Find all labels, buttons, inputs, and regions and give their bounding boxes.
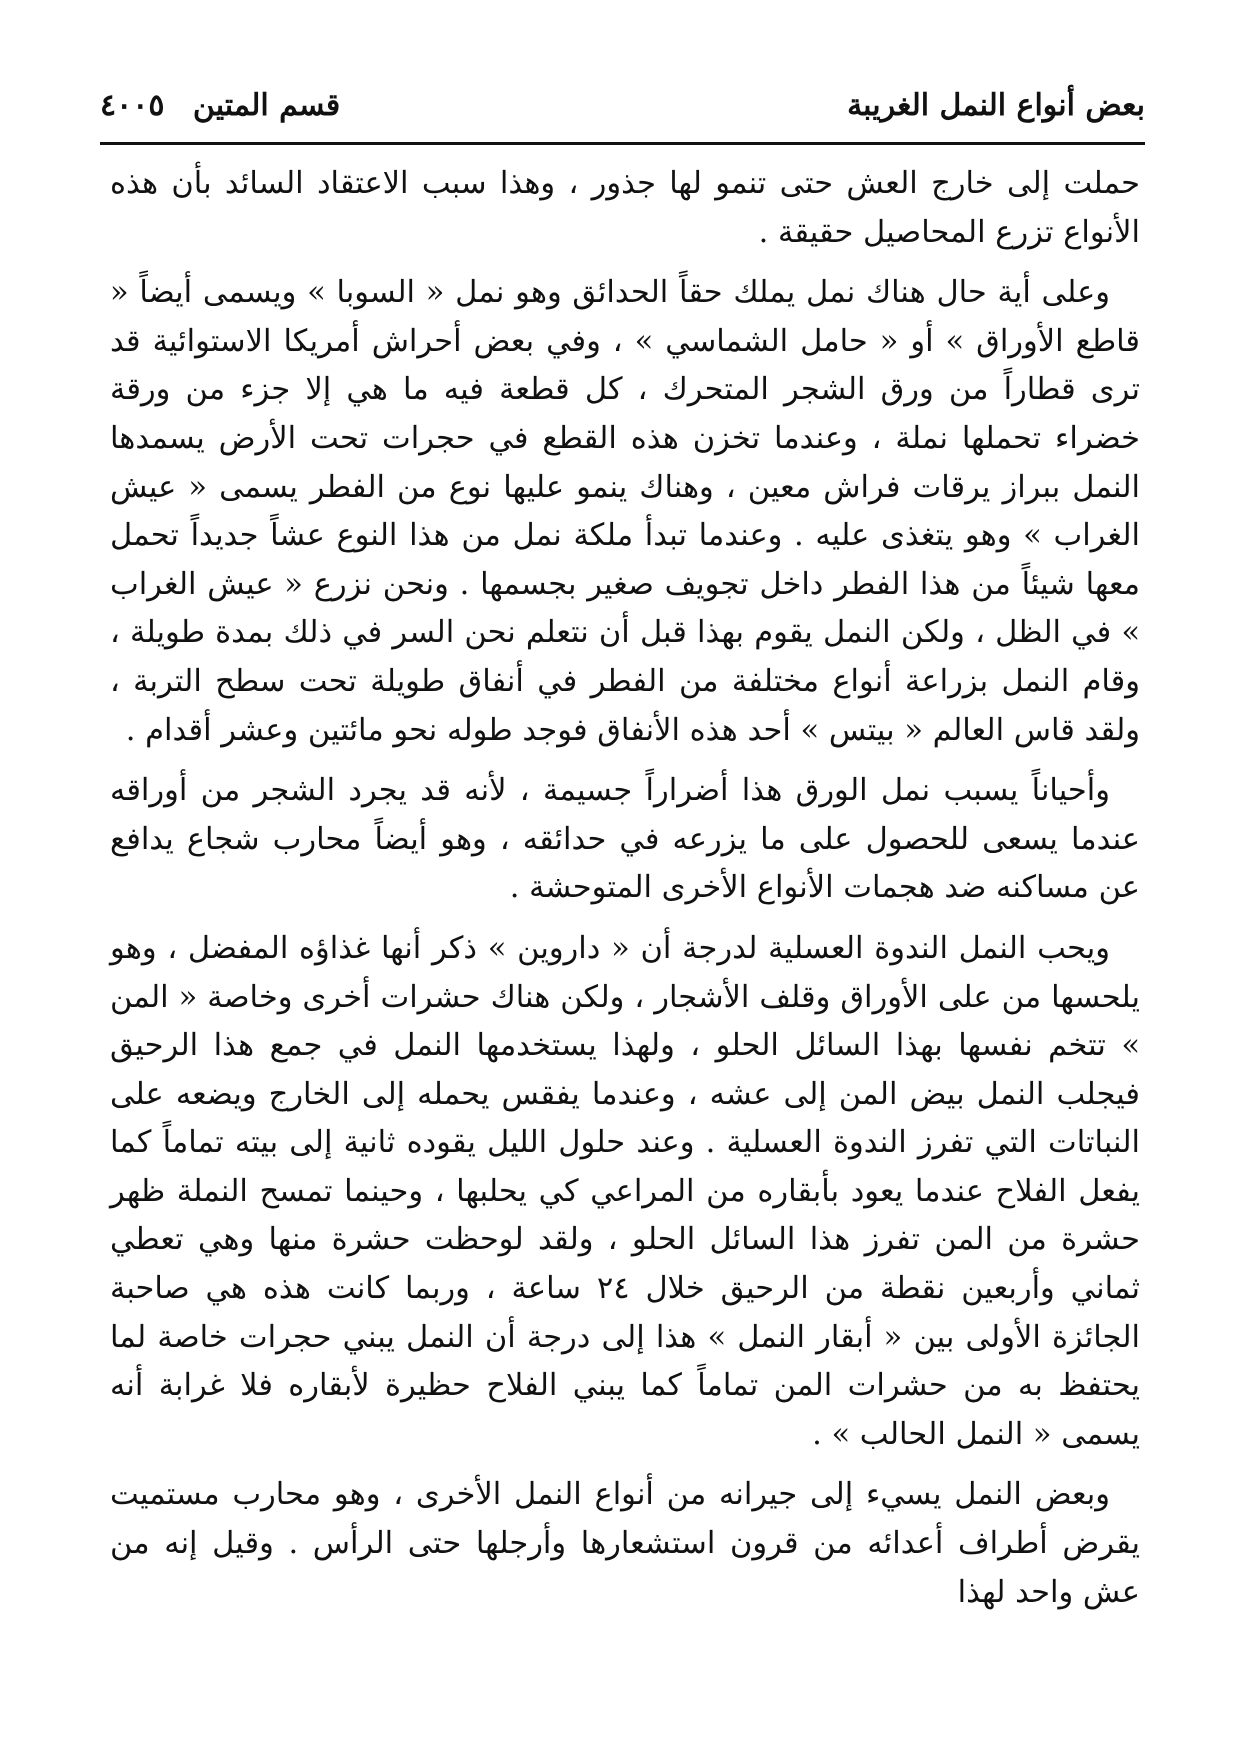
section-name: قسم المتين <box>192 88 341 123</box>
paragraph-4: ويحب النمل الندوة العسلية لدرجة أن « داروين » ذكر أنها غذاؤه المفضل ، وهو يلحسها من على الأوراق وقلف الأشجار ، ولكن هناك حشرات أخرى وخاصة « المن » تتخم نفسها بهذا السائل الحلو ، ولهذا يستخدمها النمل في جمع هذا الرحيق فيجلب النمل بيض المن إلى عشه ، وعندما يفقس يحمله إلى الخارج ويضعه على النباتات التي تفرز الندوة العسلية . وعند حلول الليل يقوده ثانية إلى بيته تماماً كما يفعل الفلاح عندما يعود بأبقاره من المراعي كي يحلبها ، وحينما تمسح النملة ظهر حشرة من المن تفرز هذا السائل الحلو ، ولقد لوحظت حشرة منها وهي تعطي ثماني وأربعين نقطة من الرحيق خلال ٢٤ ساعة ، وربما كانت هذه هي صاحبة الجائزة الأولى بين « أبقار النمل » هذا إلى درجة أن النمل يبني حجرات خاصة لما يحتفظ به من حشرات المن تماماً كما يبني الفلاح حظيرة لأبقاره فلا غرابة أنه يسمى « النمل الحالب » . <box>110 930 1140 1452</box>
page-number: ٤٠٠٥ <box>100 88 165 123</box>
header-divider <box>100 142 1145 145</box>
paragraph-2: وعلى أية حال هناك نمل يملك حقاً الحدائق وهو نمل « السوبا » ويسمى أيضاً « قاطع الأوراق » أو « حامل الشماسي » ، وفي بعض أحراش أمريكا الاستوائية قد ترى قطاراً من ورق الشجر المتحرك ، كل قطعة فيه ما هي إلا جزء من ورقة خضراء تحملها نملة ، وعندما تخزن هذه القطع في حجرات تحت الأرض يسمدها النمل ببراز يرقات فراش معين ، وهناك ينمو عليها نوع من الفطر يسمى « عيش الغراب » وهو يتغذى عليه . وعندما تبدأ ملكة نمل من هذا النوع عشاً جديداً تحمل معها شيئاً من هذا الفطر داخل تجويف صغير بجسمها . ونحن نزرع « عيش الغراب » في الظل ، ولكن النمل يقوم بهذا قبل أن نتعلم نحن السر في ذلك بمدة طويلة ، وقام النمل بزراعة أنواع مختلفة من الفطر في أنفاق طويلة تحت سطح التربة ، ولقد قاس العالم « بيتس » أحد هذه الأنفاق فوجد طوله نحو مائتين وعشر أقدام . <box>110 275 1140 748</box>
paragraph-3: وأحياناً يسبب نمل الورق هذا أضراراً جسيمة ، لأنه قد يجرد الشجر من أوراقه عندما يسعى للحصول على ما يزرعه في حدائقه ، وهو أيضاً محارب شجاع يدافع عن مساكنه ضد هجمات الأنواع الأخرى المتوحشة . <box>110 773 1140 906</box>
body-text <box>110 160 1140 1629</box>
running-title: بعض أنواع النمل الغريبة <box>847 88 1145 123</box>
section-label <box>100 88 340 123</box>
paragraph-5: وبعض النمل يسيء إلى جيرانه من أنواع النمل الأخرى ، وهو محارب مستميت يقرض أطراف أعدائه من قرون استشعارها وأرجلها حتى الرأس . وقيل إنه من عش واحد لهذا <box>110 1477 1140 1610</box>
page-header <box>100 80 1145 136</box>
paragraph-1: حملت إلى خارج العش حتى تنمو لها جذور ، وهذا سبب الاعتقاد السائد بأن هذه الأنواع تزرع المحاصيل حقيقة . <box>110 166 1140 250</box>
